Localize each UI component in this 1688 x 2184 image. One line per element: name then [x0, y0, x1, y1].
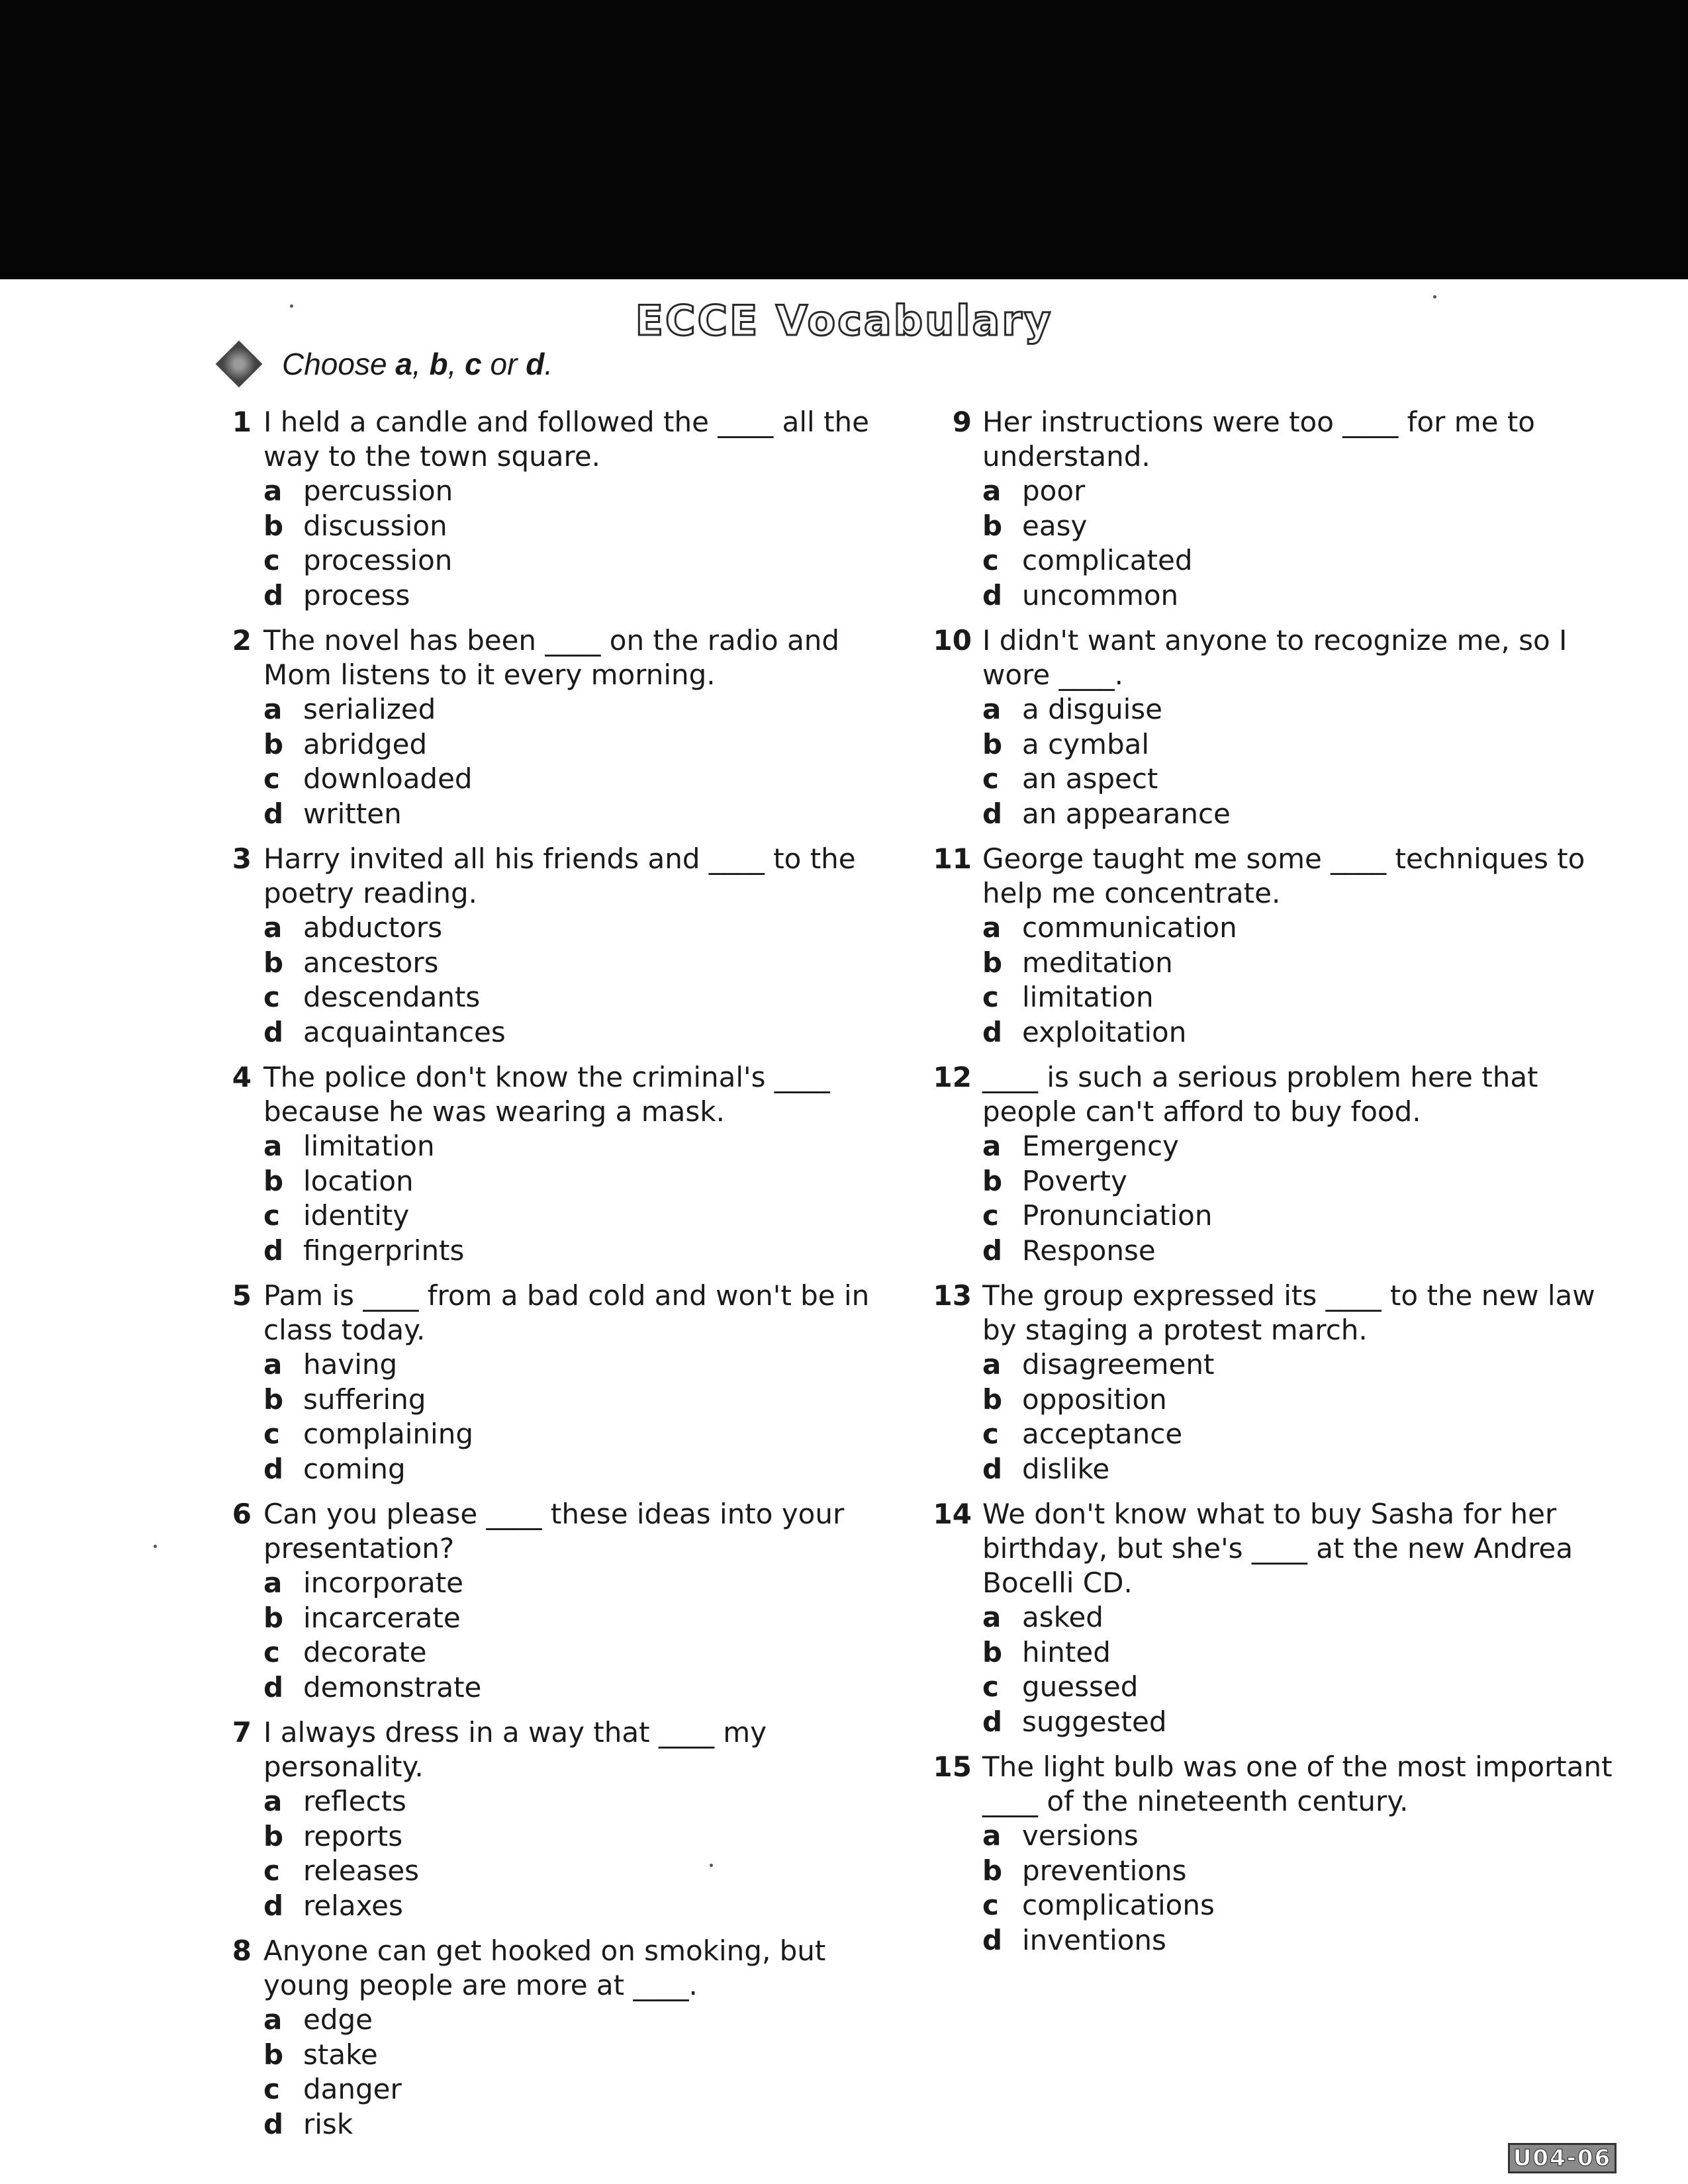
- answer-option: [263, 2038, 880, 2073]
- answer-option: [263, 911, 880, 946]
- answer-option: [263, 543, 880, 578]
- option-text: uncommon: [1022, 578, 1179, 612]
- answer-option: [982, 578, 1620, 614]
- answer-option: [982, 1129, 1620, 1164]
- answer-options: [263, 1566, 880, 1705]
- questions-right-column: [932, 405, 1620, 1968]
- option-letter: a: [263, 475, 283, 507]
- option-letter: a: [982, 693, 1002, 725]
- question-stem: We don't know what to buy Sasha for her birthday, but she's ____ at the new Andrea Bocelli CD.: [982, 1498, 1573, 1599]
- option-letter: c: [263, 762, 280, 795]
- question-number: 8: [232, 1934, 252, 1967]
- option-text: acquaintances: [303, 1015, 506, 1048]
- answer-option: [982, 1452, 1620, 1487]
- question-stem: The group expressed its ____ to the new law by staging a protest march.: [982, 1279, 1595, 1346]
- question-item: [932, 1060, 1620, 1268]
- option-text: abridged: [303, 727, 428, 760]
- question-number: 1: [232, 406, 252, 438]
- option-text: limitation: [303, 1130, 435, 1162]
- scan-speck: [154, 1545, 157, 1548]
- option-text: opposition: [1022, 1383, 1167, 1416]
- answer-option: [263, 1164, 880, 1199]
- answer-option: [263, 1889, 880, 1924]
- option-text: ancestors: [303, 946, 439, 979]
- answer-option: [263, 1601, 880, 1636]
- option-letter: c: [982, 1199, 999, 1232]
- option-text: coming: [303, 1452, 406, 1485]
- answer-option: [263, 797, 880, 832]
- question-stem: George taught me some ____ techniques to help me concentrate.: [982, 842, 1585, 909]
- option-letter: b: [982, 946, 1003, 979]
- option-letter: d: [982, 797, 1003, 830]
- answer-option: [982, 946, 1620, 981]
- instruction-text: Choose a, b, c or d.: [282, 347, 553, 381]
- option-letter: a: [982, 475, 1002, 507]
- option-letter: d: [982, 1015, 1003, 1048]
- answer-option: [982, 1383, 1620, 1418]
- option-text: suggested: [1022, 1705, 1167, 1738]
- option-letter: a: [263, 693, 283, 725]
- answer-option: [982, 1164, 1620, 1199]
- option-letter: a: [982, 1348, 1002, 1381]
- option-letter: d: [263, 578, 284, 612]
- answer-options: [982, 474, 1620, 613]
- option-text: descendants: [303, 981, 481, 1013]
- option-text: limitation: [1022, 981, 1154, 1013]
- option-text: incorporate: [303, 1567, 464, 1599]
- answer-option: [263, 692, 880, 727]
- question-item: [932, 623, 1620, 831]
- answer-option: [263, 1383, 880, 1418]
- option-text: location: [303, 1164, 414, 1197]
- answer-option: [982, 1347, 1620, 1383]
- answer-option: [263, 509, 880, 544]
- answer-option: [263, 1670, 880, 1706]
- instruction-row: [218, 341, 553, 387]
- answer-option: [982, 1705, 1620, 1740]
- answer-option: [982, 1854, 1620, 1889]
- option-letter: b: [982, 509, 1003, 542]
- option-text: a cymbal: [1022, 727, 1150, 760]
- answer-options: [263, 474, 880, 613]
- answer-option: [263, 1417, 880, 1452]
- answer-options: [982, 911, 1620, 1050]
- option-letter: c: [982, 1418, 999, 1450]
- option-text: suffering: [303, 1383, 426, 1416]
- question-number: 13: [933, 1279, 972, 1312]
- answer-options: [263, 2003, 880, 2142]
- option-letter: a: [982, 1601, 1002, 1633]
- question-number: 6: [232, 1498, 252, 1530]
- question-item: [218, 1715, 880, 1923]
- question-item: [932, 405, 1620, 613]
- question-stem: Harry invited all his friends and ____ to the poetry reading.: [263, 842, 856, 909]
- option-letter: b: [263, 2038, 284, 2071]
- option-letter: c: [263, 981, 280, 1013]
- question-number: 15: [933, 1751, 972, 1783]
- question-stem: I held a candle and followed the ____ all the way to the town square.: [263, 406, 869, 473]
- question-number: 9: [952, 406, 972, 438]
- option-letter: d: [982, 1234, 1003, 1267]
- option-letter: b: [982, 1383, 1003, 1416]
- option-text: Poverty: [1022, 1164, 1127, 1197]
- question-stem: I always dress in a way that ____ my personality.: [263, 1716, 767, 1783]
- question-number: 14: [933, 1498, 972, 1530]
- option-text: easy: [1022, 509, 1088, 542]
- question-stem: The light bulb was one of the most important ____ of the nineteenth century.: [982, 1751, 1613, 1817]
- option-letter: b: [263, 1819, 284, 1852]
- question-item: [932, 1279, 1620, 1486]
- question-number: 5: [232, 1279, 252, 1312]
- answer-option: [263, 2003, 880, 2038]
- answer-option: [982, 727, 1620, 762]
- answer-option: [263, 1129, 880, 1164]
- option-text: abductors: [303, 911, 443, 944]
- option-text: preventions: [1022, 1854, 1187, 1887]
- answer-option: [263, 1635, 880, 1670]
- option-letter: c: [263, 1854, 280, 1887]
- option-text: a disguise: [1022, 693, 1162, 725]
- option-letter: c: [263, 1199, 280, 1232]
- option-letter: d: [982, 1452, 1003, 1485]
- option-text: Response: [1022, 1234, 1156, 1267]
- page-title: ECCE Vocabulary: [635, 296, 1053, 345]
- answer-options: [263, 692, 880, 831]
- question-item: [218, 1279, 880, 1486]
- option-letter: d: [982, 578, 1003, 612]
- questions-left-column: [218, 405, 880, 2152]
- option-letter: d: [982, 1923, 1003, 1956]
- question-item: [932, 1750, 1620, 1958]
- question-stem: ____ is such a serious problem here that people can't afford to buy food.: [982, 1061, 1538, 1128]
- option-letter: a: [982, 1130, 1002, 1162]
- option-text: an appearance: [1022, 797, 1231, 830]
- option-letter: a: [263, 1130, 283, 1162]
- option-letter: a: [263, 1785, 283, 1817]
- question-number: 4: [232, 1061, 252, 1093]
- option-text: discussion: [303, 509, 447, 542]
- answer-option: [982, 1670, 1620, 1705]
- scan-speck: [290, 304, 293, 308]
- scan-speck: [710, 1864, 713, 1867]
- option-letter: c: [263, 1636, 280, 1668]
- answer-option: [263, 1819, 880, 1854]
- option-text: procession: [303, 544, 453, 576]
- answer-options: [982, 1600, 1620, 1739]
- option-letter: a: [263, 1348, 283, 1381]
- question-stem: Pam is ____ from a bad cold and won't be in class today.: [263, 1279, 870, 1346]
- question-number: 11: [933, 842, 972, 875]
- option-text: edge: [303, 2003, 373, 2036]
- option-letter: c: [982, 1889, 999, 1921]
- option-text: relaxes: [303, 1889, 403, 1922]
- question-item: [218, 623, 880, 831]
- option-text: hinted: [1022, 1635, 1111, 1668]
- option-letter: d: [263, 1015, 284, 1048]
- answer-option: [263, 1199, 880, 1234]
- option-text: acceptance: [1022, 1418, 1183, 1450]
- answer-option: [263, 1854, 880, 1889]
- option-letter: a: [263, 2003, 283, 2036]
- question-item: [218, 1497, 880, 1705]
- option-text: meditation: [1022, 946, 1173, 979]
- answer-option: [263, 1015, 880, 1050]
- option-letter: a: [982, 911, 1002, 944]
- answer-option: [982, 911, 1620, 946]
- question-stem: The novel has been ____ on the radio and Mom listens to it every morning.: [263, 624, 840, 691]
- option-text: an aspect: [1022, 762, 1158, 795]
- scan-speck: [1433, 295, 1436, 298]
- answer-option: [263, 1784, 880, 1819]
- question-item: [218, 842, 880, 1050]
- answer-option: [982, 1635, 1620, 1670]
- option-letter: b: [263, 1164, 284, 1197]
- answer-options: [263, 911, 880, 1050]
- option-text: risk: [303, 2107, 353, 2140]
- option-text: stake: [303, 2038, 378, 2071]
- option-text: dislike: [1022, 1452, 1110, 1485]
- option-text: disagreement: [1022, 1348, 1215, 1381]
- answer-option: [263, 762, 880, 797]
- answer-option: [263, 1566, 880, 1601]
- option-text: danger: [303, 2073, 402, 2105]
- option-letter: c: [982, 981, 999, 1013]
- option-letter: d: [263, 1670, 284, 1704]
- option-text: exploitation: [1022, 1015, 1187, 1048]
- option-text: downloaded: [303, 762, 473, 795]
- diamond-bullet-icon: [216, 341, 263, 388]
- answer-option: [982, 1234, 1620, 1269]
- question-number: 3: [232, 842, 252, 875]
- option-letter: c: [982, 544, 999, 576]
- option-letter: b: [982, 1164, 1003, 1197]
- option-text: releases: [303, 1854, 420, 1887]
- question-number: 12: [933, 1061, 972, 1093]
- answer-options: [982, 1347, 1620, 1486]
- option-text: written: [303, 797, 402, 830]
- question-stem: I didn't want anyone to recognize me, so I wore ____.: [982, 624, 1568, 691]
- answer-option: [263, 946, 880, 981]
- answer-option: [982, 1015, 1620, 1050]
- answer-option: [982, 762, 1620, 797]
- page-code-badge: U04-06: [1508, 2143, 1617, 2173]
- answer-options: [982, 1129, 1620, 1268]
- option-text: complicated: [1022, 544, 1193, 576]
- option-text: complications: [1022, 1889, 1215, 1921]
- option-letter: d: [263, 1452, 284, 1485]
- option-letter: c: [263, 2073, 280, 2105]
- answer-option: [982, 1199, 1620, 1234]
- answer-option: [263, 2072, 880, 2107]
- option-letter: b: [982, 1854, 1003, 1887]
- answer-option: [263, 578, 880, 614]
- answer-option: [982, 980, 1620, 1015]
- question-stem: The police don't know the criminal's ____ because he was wearing a mask.: [263, 1061, 830, 1128]
- question-item: [218, 405, 880, 613]
- question-number: 7: [232, 1716, 252, 1749]
- question-number: 10: [933, 624, 972, 657]
- option-letter: b: [263, 1601, 284, 1634]
- answer-options: [263, 1347, 880, 1486]
- option-letter: d: [263, 2107, 284, 2140]
- option-text: demonstrate: [303, 1670, 482, 1704]
- question-number: 2: [232, 624, 252, 657]
- option-letter: b: [263, 1383, 284, 1416]
- option-letter: a: [263, 911, 283, 944]
- option-letter: c: [982, 762, 999, 795]
- option-letter: c: [263, 1418, 280, 1450]
- question-item: [932, 842, 1620, 1050]
- answer-option: [982, 1600, 1620, 1635]
- option-text: identity: [303, 1199, 410, 1232]
- question-item: [218, 1060, 880, 1268]
- answer-options: [263, 1129, 880, 1268]
- answer-options: [982, 692, 1620, 831]
- option-text: incarcerate: [303, 1601, 461, 1634]
- answer-options: [263, 1784, 880, 1923]
- option-letter: c: [982, 1670, 999, 1703]
- answer-option: [982, 509, 1620, 544]
- option-text: fingerprints: [303, 1234, 465, 1267]
- option-letter: c: [263, 544, 280, 576]
- option-text: having: [303, 1348, 398, 1381]
- option-letter: b: [263, 946, 284, 979]
- answer-option: [982, 692, 1620, 727]
- option-text: decorate: [303, 1636, 427, 1668]
- option-text: communication: [1022, 911, 1237, 944]
- answer-option: [263, 980, 880, 1015]
- answer-option: [982, 1417, 1620, 1452]
- answer-option: [263, 1347, 880, 1383]
- answer-option: [982, 543, 1620, 578]
- answer-option: [982, 797, 1620, 832]
- question-item: [932, 1497, 1620, 1739]
- option-text: Emergency: [1022, 1130, 1179, 1162]
- answer-option: [982, 1819, 1620, 1854]
- question-stem: Anyone can get hooked on smoking, but young people are more at ____.: [263, 1934, 826, 2001]
- question-item: [218, 1934, 880, 2142]
- option-letter: d: [263, 797, 284, 830]
- option-letter: d: [263, 1889, 284, 1922]
- option-text: reports: [303, 1819, 403, 1852]
- option-text: serialized: [303, 693, 436, 725]
- option-letter: a: [263, 1567, 283, 1599]
- option-letter: b: [263, 727, 284, 760]
- answer-options: [982, 1819, 1620, 1958]
- option-letter: b: [982, 1635, 1003, 1668]
- option-text: guessed: [1022, 1670, 1139, 1703]
- answer-option: [982, 1923, 1620, 1958]
- option-text: Pronunciation: [1022, 1199, 1213, 1232]
- option-text: asked: [1022, 1601, 1103, 1633]
- option-letter: b: [263, 509, 284, 542]
- question-stem: Her instructions were too ____ for me to understand.: [982, 406, 1535, 473]
- question-stem: Can you please ____ these ideas into your presentation?: [263, 1498, 845, 1565]
- answer-option: [263, 2107, 880, 2142]
- top-black-bar: [0, 0, 1688, 279]
- answer-option: [263, 1452, 880, 1487]
- option-letter: b: [982, 727, 1003, 760]
- option-text: inventions: [1022, 1923, 1166, 1956]
- answer-option: [982, 474, 1620, 509]
- answer-option: [263, 727, 880, 762]
- option-text: poor: [1022, 475, 1086, 507]
- answer-option: [263, 1234, 880, 1269]
- option-text: reflects: [303, 1785, 406, 1817]
- option-letter: d: [982, 1705, 1003, 1738]
- option-text: percussion: [303, 475, 453, 507]
- answer-option: [982, 1888, 1620, 1923]
- answer-option: [263, 474, 880, 509]
- option-text: process: [303, 578, 410, 612]
- option-text: complaining: [303, 1418, 474, 1450]
- option-text: versions: [1022, 1819, 1139, 1852]
- option-letter: a: [982, 1819, 1002, 1852]
- option-letter: d: [263, 1234, 284, 1267]
